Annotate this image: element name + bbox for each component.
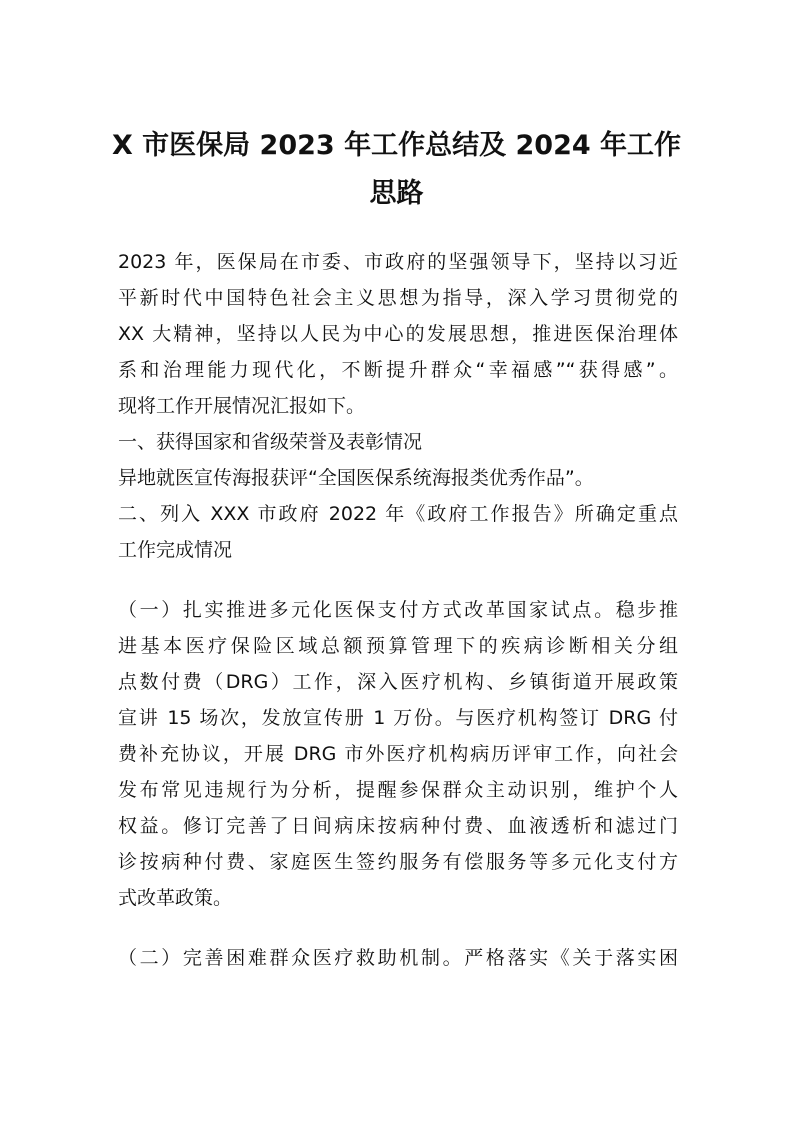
section-heading: 工作完成情况 bbox=[118, 539, 233, 561]
body-line: 权益。修订完善了日间病床按病种付费、血液透析和滤过门 bbox=[118, 815, 678, 837]
body-line: 现将工作开展情况汇报如下。 bbox=[118, 395, 366, 417]
body-line: 系和治理能力现代化，不断提升群众“幸福感”“获得感”。 bbox=[118, 359, 678, 381]
document-title-line-2: 思路 bbox=[369, 178, 424, 209]
body-line: 诊按病种付费、家庭医生签约服务有偿服务等多元化支付方 bbox=[118, 851, 678, 873]
body-line: 式改革政策。 bbox=[118, 887, 233, 909]
section-heading: 一、获得国家和省级荣誉及表彰情况 bbox=[118, 431, 423, 453]
body-line: （二）完善困难群众医疗救助机制。严格落实《关于落实困 bbox=[118, 947, 678, 969]
body-line: 发布常见违规行为分析，提醒参保群众主动识别，维护个人 bbox=[118, 779, 678, 801]
body-line: 点数付费（DRG）工作，深入医疗机构、乡镇街道开展政策 bbox=[118, 671, 678, 693]
body-line: 2023 年，医保局在市委、市政府的坚强领导下，坚持以习近 bbox=[118, 251, 678, 273]
body-line: （一）扎实推进多元化医保支付方式改革国家试点。稳步推 bbox=[118, 599, 678, 621]
body-line: 费补充协议，开展 DRG 市外医疗机构病历评审工作，向社会 bbox=[118, 743, 678, 765]
body-line: XX 大精神，坚持以人民为中心的发展思想，推进医保治理体 bbox=[118, 323, 678, 345]
body-line: 宣讲 15 场次，发放宣传册 1 万份。与医疗机构签订 DRG 付 bbox=[118, 707, 678, 729]
body-line: 异地就医宣传海报获评“全国医保系统海报类优秀作品”。 bbox=[118, 467, 594, 489]
document-title-line-1: X 市医保局 2023 年工作总结及 2024 年工作 bbox=[111, 130, 682, 161]
body-line: 进基本医疗保险区域总额预算管理下的疾病诊断相关分组 bbox=[118, 635, 678, 657]
body-line: 平新时代中国特色社会主义思想为指导，深入学习贯彻党的 bbox=[118, 287, 678, 309]
section-heading: 二、列入 XXX 市政府 2022 年《政府工作报告》所确定重点 bbox=[118, 503, 678, 525]
